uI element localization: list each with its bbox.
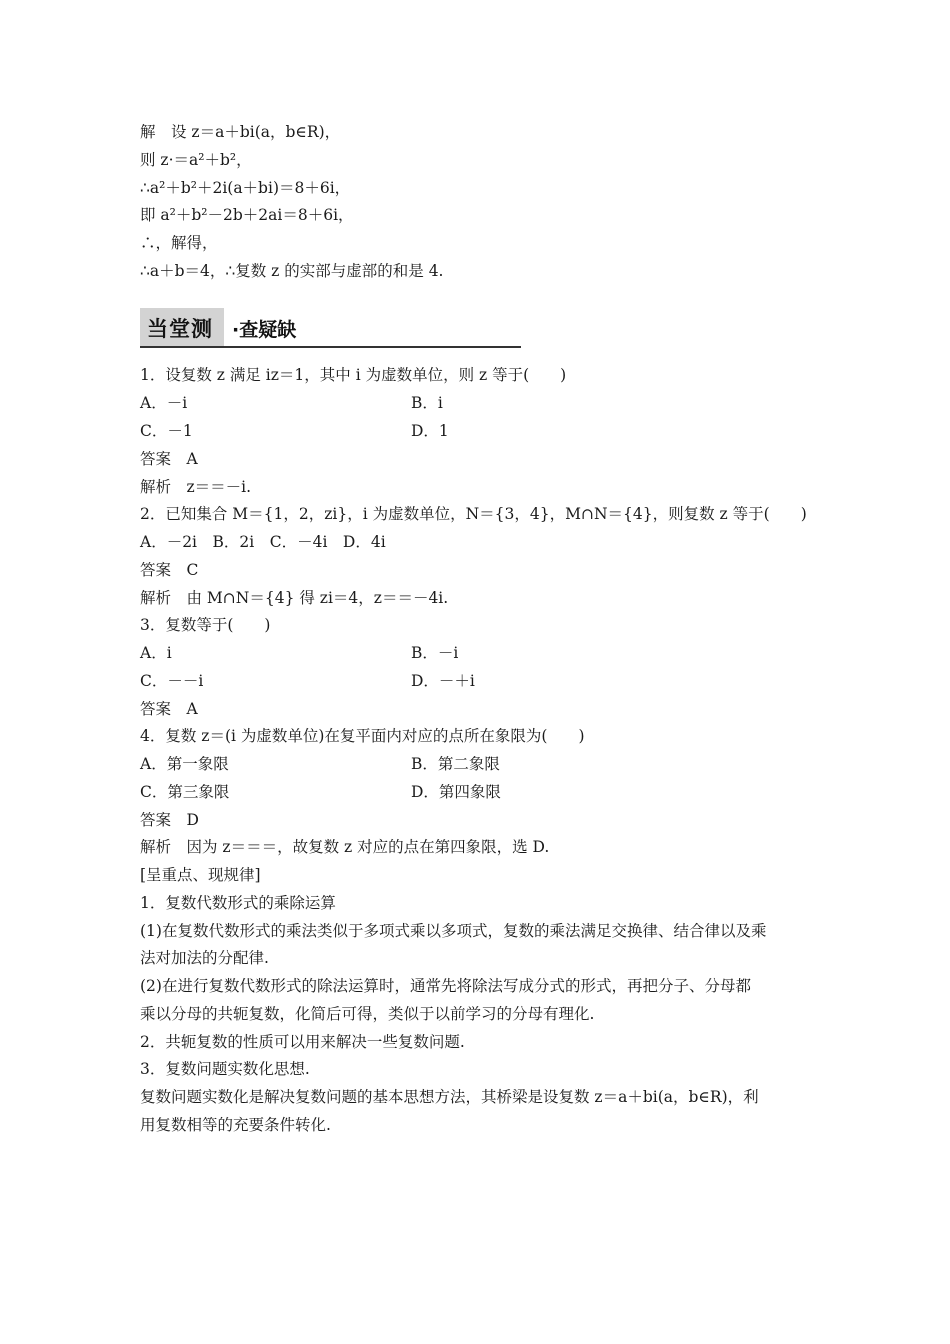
summary-line: 用复数相等的充要条件转化. bbox=[140, 1116, 331, 1134]
option-line: A．－2i B．2i C．－4i D．4i bbox=[140, 533, 386, 551]
answer-line: 答案 D bbox=[140, 811, 199, 829]
option: B．i bbox=[411, 394, 443, 412]
section-tab-label: 当堂测 bbox=[147, 317, 213, 341]
question-stem: 1．设复数 z 满足 iz＝1，其中 i 为虚数单位，则 z 等于( ) bbox=[140, 366, 567, 384]
solution-line: 解 设 z＝a＋bi(a，b∈R)， bbox=[140, 123, 341, 141]
answer-line: 答案 A bbox=[140, 450, 198, 468]
question-stem: 4．复数 z＝(i 为虚数单位)在复平面内对应的点所在象限为( ) bbox=[140, 727, 585, 745]
section-rule bbox=[140, 346, 521, 348]
option: A．－i bbox=[140, 394, 188, 412]
solution-line: 则 z·＝a²＋b²， bbox=[140, 151, 252, 169]
question-stem: 2．已知集合 M＝{1，2，zi}，i 为虚数单位，N＝{3，4}，M∩N＝{4}，则复数 z 等于( ) bbox=[140, 505, 807, 523]
option: C．－－i bbox=[140, 672, 204, 690]
option: A．第一象限 bbox=[140, 755, 229, 773]
option: A．i bbox=[140, 644, 172, 662]
solution-line: ∴a²＋b²＋2i(a＋bi)＝8＋6i， bbox=[140, 179, 351, 197]
summary-heading: [呈重点、现规律] bbox=[140, 866, 261, 884]
option: C．－1 bbox=[140, 422, 193, 440]
question-stem: 3．复数等于( ) bbox=[140, 616, 271, 634]
option: D．1 bbox=[411, 422, 449, 440]
summary-line: 1．复数代数形式的乘除运算 bbox=[140, 894, 336, 912]
summary-line: 3．复数问题实数化思想. bbox=[140, 1060, 310, 1078]
section-tab bbox=[140, 308, 224, 346]
answer-line: 答案 A bbox=[140, 700, 198, 718]
option: B．－i bbox=[411, 644, 459, 662]
solution-line: ∴a＋b＝4，∴复数 z 的实部与虚部的和是 4. bbox=[140, 262, 444, 280]
summary-line: 复数问题实数化是解决复数问题的基本思想方法，其桥梁是设复数 z＝a＋bi(a，b∈R)，利 bbox=[140, 1088, 759, 1106]
option: D．－＋i bbox=[411, 672, 475, 690]
solution-line: ∴，解得， bbox=[140, 234, 218, 252]
section-subtitle: ·查疑缺 bbox=[232, 319, 297, 341]
summary-line: 2．共轭复数的性质可以用来解决一些复数问题. bbox=[140, 1033, 465, 1051]
answer-line: 答案 C bbox=[140, 561, 199, 579]
summary-line: 法对加法的分配律. bbox=[140, 949, 269, 967]
analysis-line: 解析 因为 z＝＝＝，故复数 z 对应的点在第四象限，选 D. bbox=[140, 838, 550, 856]
summary-line: (1)在复数代数形式的乘法类似于多项式乘以多项式，复数的乘法满足交换律、结合律以及乘 bbox=[140, 922, 767, 940]
summary-line: (2)在进行复数代数形式的除法运算时，通常先将除法写成分式的形式，再把分子、分母都 bbox=[140, 977, 751, 995]
option: C．第三象限 bbox=[140, 783, 230, 801]
solution-line: 即 a²＋b²－2b＋2ai＝8＋6i， bbox=[140, 206, 354, 224]
option: B．第二象限 bbox=[411, 755, 500, 773]
summary-line: 乘以分母的共轭复数，化简后可得，类似于以前学习的分母有理化. bbox=[140, 1005, 595, 1023]
analysis-line: 解析 z＝＝－i. bbox=[140, 478, 252, 496]
option: D．第四象限 bbox=[411, 783, 501, 801]
section-heading bbox=[140, 308, 521, 348]
analysis-line: 解析 由 M∩N＝{4} 得 zi＝4，z＝＝－4i. bbox=[140, 589, 449, 607]
